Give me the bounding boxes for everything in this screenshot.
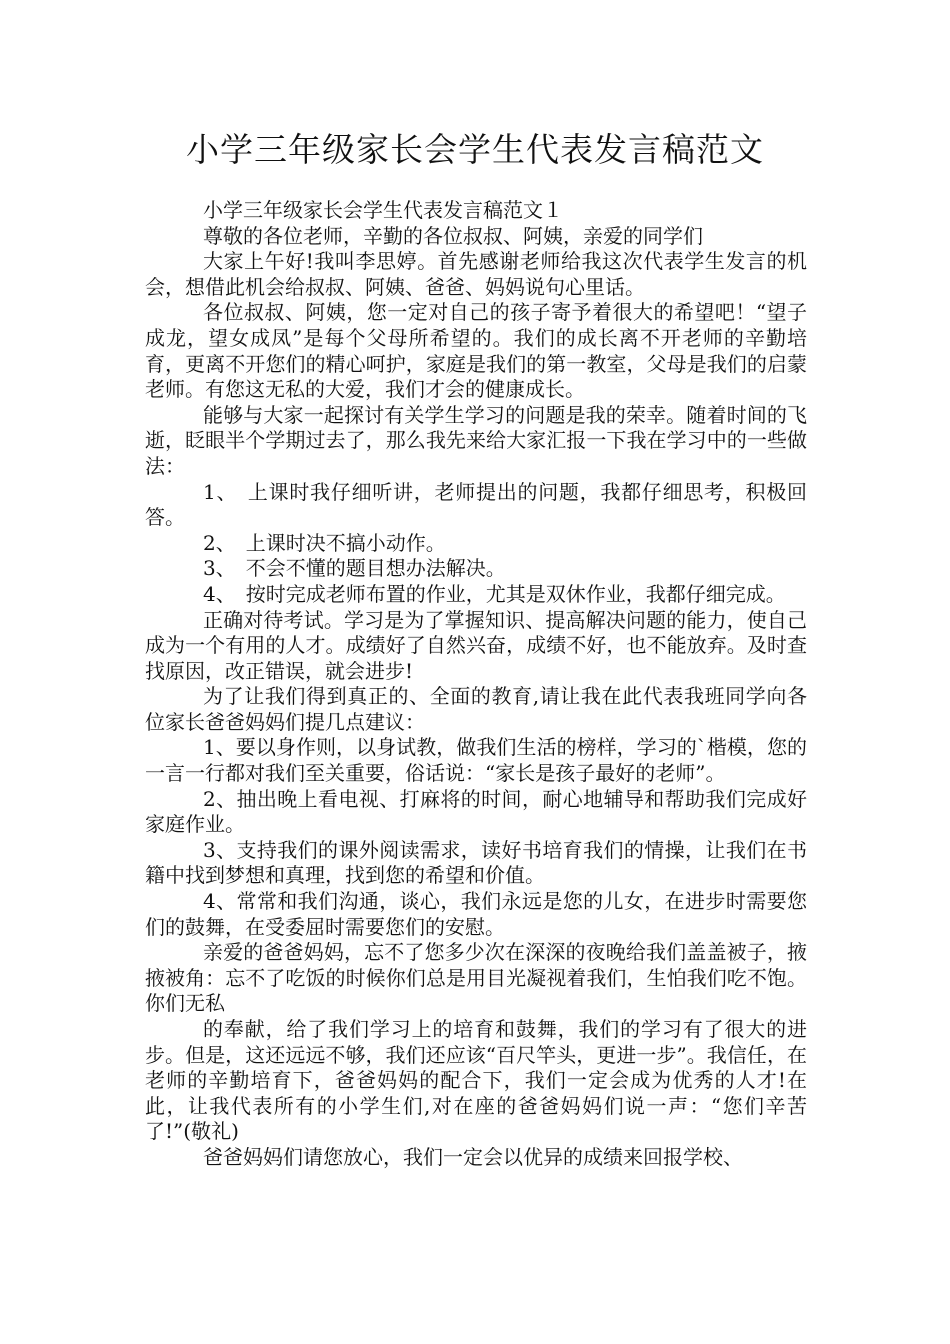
subtitle-paragraph: 小学三年级家长会学生代表发言稿范文１ — [203, 198, 563, 222]
body-paragraph: 各位叔叔、阿姨，您一定对自己的孩子寄予着很大的希望吧！“望子成龙，望女成凤”是每个父母所希望的。我们的成长离不开老师的辛勤培育，更离不开您们的精心呵护，家庭是我们的第一教室，父母是我们的启蒙老师。有您这无私的大爱，我们才会的健康成长。 — [145, 300, 807, 402]
suggestion-paragraph: 4、常常和我们沟通，谈心，我们永远是您的儿女，在进步时需要您们的鼓舞，在受委屈时需要您们的安慰。 — [145, 889, 807, 939]
document-title: 小学三年级家长会学生代表发言稿范文 — [186, 130, 764, 169]
list-item-paragraph: 1、 上课时我仔细听讲，老师提出的问题，我都仔细思考，积极回答。 — [145, 479, 807, 530]
body-paragraph: 大家上午好!我叫李思婷。首先感谢老师给我这次代表学生发言的机会，想借此机会给叔叔、阿姨、爸爸、妈妈说句心里话。 — [145, 249, 807, 299]
list-item-paragraph: 3、 不会不懂的题目想办法解决。 — [203, 556, 506, 581]
list-item-paragraph: 2、 上课时决不搞小动作。 — [203, 530, 446, 555]
body-paragraph: 正确对待考试。学习是为了掌握知识、提高解决问题的能力，使自己成为一个有用的人才。成绩好了自然兴奋，成绩不好，也不能放弃。及时查找原因，改正错误，就会进步! — [145, 607, 807, 683]
suggestion-paragraph: 3、支持我们的课外阅读需求，读好书培育我们的情操，让我们在书籍中找到梦想和真理，找到您的希望和价值。 — [145, 837, 807, 888]
salutation-paragraph: 尊敬的各位老师，辛勤的各位叔叔、阿姨，亲爱的同学们 — [203, 223, 703, 248]
list-item-paragraph: 4、 按时完成老师布置的作业，尤其是双休作业，我都仔细完成。 — [203, 581, 786, 606]
body-paragraph: 的奉献，给了我们学习上的培育和鼓舞，我们的学习有了很大的进步。但是，这还远远不够，我们还应该“百尺竿头，更进一步”。我信任，在老师的辛勤培育下，爸爸妈妈的配合下，我们一定会成为优秀的人才!在此，让我代表所有的小学生们,对在座的爸爸妈妈们说一声：“您们辛苦了!”(敬礼) — [145, 1017, 807, 1144]
body-paragraph: 爸爸妈妈们请您放心，我们一定会以优异的成绩来回报学校、 — [203, 1144, 743, 1169]
suggestion-paragraph: 1、要以身作则，以身试教，做我们生活的榜样，学习的`楷模，您的一言一行都对我们至关重要，俗话说：“家长是孩子最好的老师”。 — [145, 735, 807, 786]
body-paragraph: 亲爱的爸爸妈妈，忘不了您多少次在深深的夜晚给我们盖盖被子，掖掖被角：忘不了吃饭的时候你们总是用目光凝视着我们，生怕我们吃不饱。你们无私 — [145, 940, 807, 1016]
suggestion-paragraph: 2、抽出晚上看电视、打麻将的时间，耐心地辅导和帮助我们完成好家庭作业。 — [145, 786, 807, 837]
body-paragraph: 为了让我们得到真正的、全面的教育,请让我在此代表我班同学向各位家长爸爸妈妈们提几点建议： — [145, 684, 807, 734]
document-body — [145, 198, 807, 1171]
body-paragraph: 能够与大家一起探讨有关学生学习的问题是我的荣幸。随着时间的飞逝，眨眼半个学期过去了，那么我先来给大家汇报一下我在学习中的一些做法： — [145, 402, 807, 478]
